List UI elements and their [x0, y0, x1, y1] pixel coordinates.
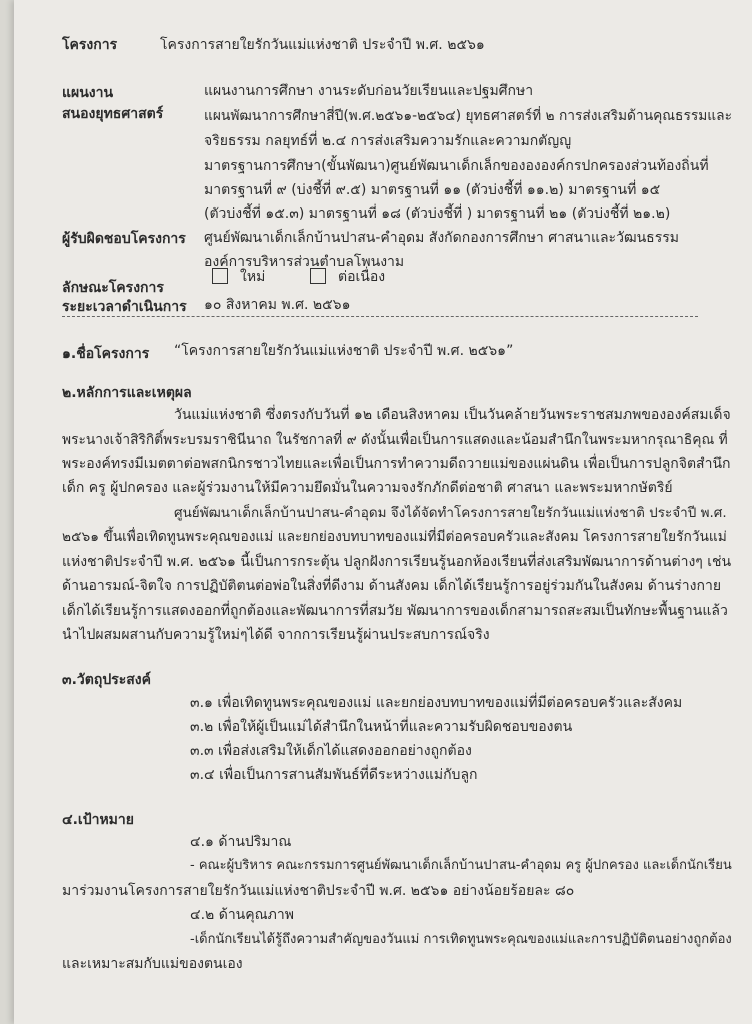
section2-line: ๒๕๖๑ ขึ้นเพื่อเทิดทูนพระคุณของแม่ และยกย่องบทบาทของแม่ที่มีต่อครอบครัวและสังคม โครงการสายใยรักวันแม่: [62, 529, 727, 545]
section2-line: พระนางเจ้าสิริกิติ์พระบรมราชินีนาถ ในรัชกาลที่ ๙ ดังนั้นเพื่อเป็นการแสดงและน้อมสำนึกในพระมหากรุณาธิคุณ ที่: [62, 432, 728, 448]
objective-item: ๓.๔ เพื่อเป็นการสานสัมพันธ์ที่ดีระหว่างแม่กับลูก: [190, 767, 478, 783]
plan-line: มาตรฐานที่ ๙ (บ่งชี้ที่ ๙.๕) มาตรฐานที่ ๑๑ (ตัวบ่งชี้ที่ ๑๑.๒) มาตรฐานที่ ๑๕: [204, 182, 661, 198]
goal-quality-line: -เด็กนักเรียนได้รู้ถึงความสำคัญของวันแม่ การเทิดทูนพระคุณของแม่และการปฏิบัติตนอย่างถูกต้อง: [190, 932, 732, 947]
section2-line: เด็กได้เรียนรู้การแสดงออกที่ถูกต้องและพัฒนาการที่สมวัย พัฒนาการของเด็กสามารถสะสมเป็นทักษะพื้นฐานแล้ว: [62, 603, 728, 619]
plan-line: แผนงานการศึกษา งานระดับก่อนวัยเรียนและปฐมศึกษา: [204, 83, 534, 99]
responsible-label: ผู้รับผิดชอบโครงการ: [62, 231, 186, 247]
project-label: โครงการ: [62, 37, 118, 53]
goal-quality-line: และเหมาะสมกับแม่ของตนเอง: [62, 956, 243, 972]
section4-heading: ๔.เป้าหมาย: [62, 812, 134, 828]
plan-line: แผนพัฒนาการศึกษาสี่ปี(พ.ศ.๒๕๖๑-๒๕๖๔) ยุทธศาสตร์ที่ ๒ การส่งเสริมด้านคุณธรรมและ: [204, 108, 732, 124]
plan-label-1: แผนงาน: [62, 85, 114, 101]
plan-line: (ตัวบ่งชี้ที่ ๑๕.๓) มาตรฐานที่ ๑๘ (ตัวบ่งชี้ที่ ) มาตรฐานที่ ๒๑ (ตัวบ่งชี้ที่ ๒๑.๒): [204, 206, 671, 222]
section2-line: ศูนย์พัฒนาเด็กเล็กบ้านปาสน-คำอุดม จึงได้จัดทำโครงการสายใยรักวันแม่แห่งชาติ ประจำปี พ.ศ.: [174, 505, 727, 521]
checkbox-continue[interactable]: [310, 268, 326, 284]
objective-item: ๓.๒ เพื่อให้ผู้เป็นแม่ได้สำนึกในหน้าที่และความรับผิดชอบของตน: [190, 719, 573, 735]
section1-value: “โครงการสายใยรักวันแม่แห่งชาติ ประจำปี พ.ศ. ๒๕๖๑”: [174, 343, 514, 359]
section2-line: ด้านอารมณ์-จิตใจ การปฏิบัติตนต่อพ่อในสิ่งที่ดีงาม ด้านสังคม เด็กได้เรียนรู้การอยู่ร่วมกันในสังคม ด้านร่างกาย: [62, 578, 722, 594]
goal-quantity-title: ๔.๑ ด้านปริมาณ: [190, 834, 292, 850]
section2-line: นำไปผสมผสานกับความรู้ใหม่ๆได้ดี จากการเรียนรู้ผ่านประสบการณ์จริง: [62, 627, 490, 643]
section2-line: พระองค์ทรงมีเมตตาต่อพสกนิกรชาวไทยและเพื่อเป็นการทำความดีถวายแม่ของแผ่นดิน เพื่อเป็นการปลูกจิตสำนึก: [62, 456, 731, 472]
document-page: [14, 0, 752, 1024]
section1-heading: ๑.ชื่อโครงการ: [62, 346, 150, 362]
plan-label-2: สนองยุทธศาสตร์: [62, 106, 164, 122]
goal-quantity-line: - คณะผู้บริหาร คณะกรรมการศูนย์พัฒนาเด็กเล็กบ้านปาสน-คำอุดม ครู ผู้ปกครอง และเด็กนักเรียน: [190, 858, 732, 873]
type-new-label: ใหม่: [240, 269, 266, 285]
objective-item: ๓.๓ เพื่อส่งเสริมให้เด็กได้แสดงออกอย่างถูกต้อง: [190, 743, 472, 759]
type-continue-label: ต่อเนื่อง: [338, 269, 386, 285]
goal-quantity-line: มาร่วมงานโครงการสายใยรักวันแม่แห่งชาติประจำปี พ.ศ. ๒๕๖๑ อย่างน้อยร้อยละ ๘๐: [62, 883, 575, 899]
section2-heading: ๒.หลักการและเหตุผล: [62, 385, 192, 401]
plan-line: มาตรฐานการศึกษา(ขั้นพัฒนา)ศูนย์พัฒนาเด็กเล็กของององค์กรปกครองส่วนท้องถิ่นที่: [204, 158, 709, 174]
section3-heading: ๓.วัตถุประสงค์: [62, 672, 151, 688]
section2-line: แห่งชาติประจำปี พ.ศ. ๒๕๖๑ นี้เป็นการกระตุ้น ปลูกฝังการเรียนรู้นอกห้องเรียนที่ส่งเสริมพัฒนาการด้านต่างๆ เช่น: [62, 554, 732, 570]
responsible-line: ศูนย์พัฒนาเด็กเล็กบ้านปาสน-คำอุดม สังกัดกองการศึกษา ศาสนาและวัฒนธรรม: [204, 230, 679, 246]
duration-label: ระยะเวลาดำเนินการ: [62, 299, 187, 315]
checkbox-new[interactable]: [212, 268, 228, 284]
section2-line: เด็ก ครู ผู้ปกครอง และผู้ร่วมงานให้มีความยึดมั่นในความจงรักภักดีต่อชาติ ศาสนา และพระมหากษัตริย์: [62, 480, 673, 496]
type-label: ลักษณะโครงการ: [62, 280, 164, 296]
section2-line: วันแม่แห่งชาติ ซึ่งตรงกับวันที่ ๑๒ เดือนสิงหาคม เป็นวันคล้ายวันพระราชสมภพขององค์สมเด็จ: [174, 407, 731, 423]
responsible-line: องค์การบริหารส่วนตำบลโพนงาม: [204, 254, 405, 270]
divider: [62, 316, 698, 317]
project-value: โครงการสายใยรักวันแม่แห่งชาติ ประจำปี พ.ศ. ๒๕๖๑: [160, 37, 485, 53]
objective-item: ๓.๑ เพื่อเทิดทูนพระคุณของแม่ และยกย่องบทบาทของแม่ที่มีต่อครอบครัวและสังคม: [190, 695, 683, 711]
duration-value: ๑๐ สิงหาคม พ.ศ. ๒๕๖๑: [204, 297, 351, 313]
goal-quality-title: ๔.๒ ด้านคุณภาพ: [190, 907, 294, 923]
plan-line: จริยธรรม กลยุทธ์ที่ ๒.๔ การส่งเสริมความรักและความกตัญญู: [204, 133, 572, 149]
